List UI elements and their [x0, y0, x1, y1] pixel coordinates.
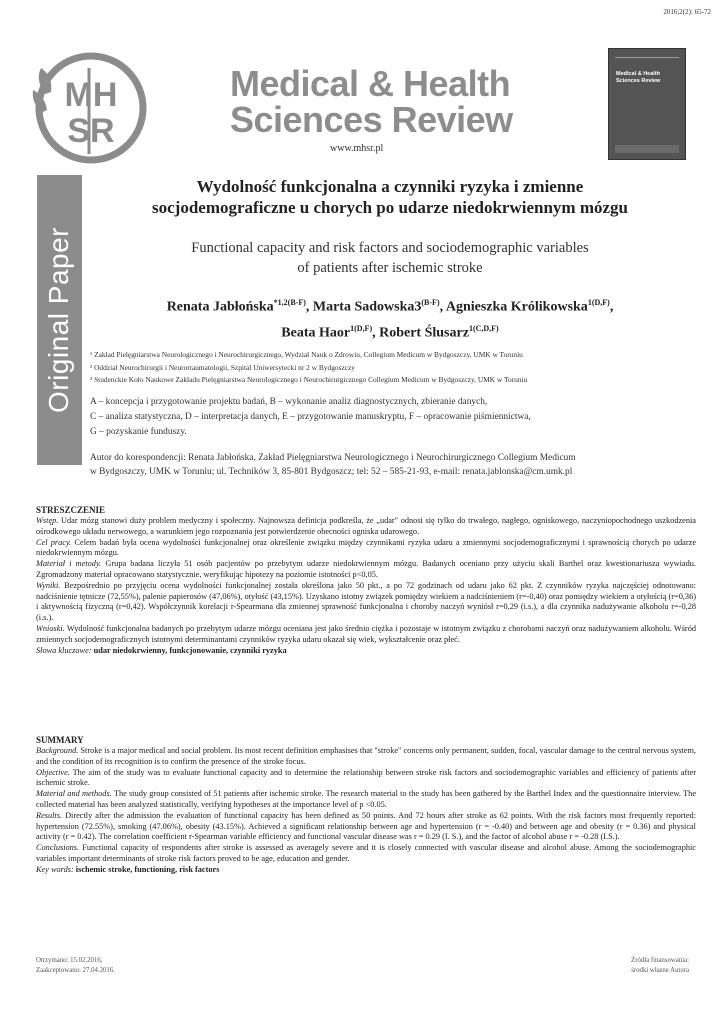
- title-polish: [100, 176, 680, 218]
- cover-footer-band: [615, 145, 679, 153]
- paragraph-text: Udar mózg stanowi duży problem medyczny i społeczny. Najnowsza definicja podkreśla, że „udar" odnosi się tylko do trwałego, nagłego, ogniskowego, naczyniopochodnego uszkodzenia ośrodkowego układu nerwowego, a warunkiem jego rozpoznania jest potwierdzenie obecności ogniska udarowego.: [36, 516, 696, 536]
- title-pl-line2: socjodemograficzne u chorych po udarze niedokrwiennym mózgu: [152, 198, 628, 217]
- cover-title-line2: Sciences Review: [616, 78, 661, 84]
- keywords-text: udar niedokrwienny, funkcjonowanie, czynniki ryzyka: [91, 645, 287, 655]
- paragraph-text: Grupa badana liczyła 51 osób pacjentów po przebytym udarze niedokrwiennym mózgu. Badanych oceniano przy użyciu skali Barthel oraz kwestionariusza wywiadu. Zgromadzony materiał opracowano statystycznie, weryfikując hipotezy na poziomie istotności p<0,05.: [36, 559, 696, 579]
- author-name: Beata Haor: [281, 325, 351, 341]
- abstract-pl-paragraph: [36, 516, 696, 538]
- author-name: Agnieszka Królikowska: [445, 299, 588, 315]
- cover-rule: [615, 57, 679, 58]
- correspondence: [90, 451, 690, 479]
- logo-text-top: MH: [64, 76, 118, 114]
- abstract-pl-heading: STRESZCZENIE: [36, 505, 106, 515]
- author-affiliation-mark: (B-F): [421, 298, 440, 307]
- paragraph-label: Background.: [36, 746, 79, 755]
- roles-line: A – koncepcja i przygotowanie projektu badań, B – wykonanie analiz diagnostycznych, zbieranie danych,: [90, 397, 488, 407]
- keywords-pl: [36, 646, 696, 657]
- journal-name-line1: Medical & Health: [230, 63, 511, 104]
- paragraph-text: Directly after the admission the evaluation of functional capacity has been defined as 50 points. And 72 hours after stroke as 62 points. With the risk factors most frequently reported: hypertension (72.55%), smoking (47.06%), obesity (43.15%). Achieved a significant relationship between age and hypertension (r = -0.40) and between age and obesity (r = 0.36) and physical activity (r = 0.42). The correlation coefficient r-Spearman variable efficiency and functional vascular disease was r = 0.29 (I. S.), and the factor of alcohol abuse r = -0.28 (I.S.).: [36, 810, 696, 842]
- title-en-line1: Functional capacity and risk factors and sociodemographic variables: [191, 240, 589, 256]
- author-affiliation-mark: 1(C,D,F): [468, 323, 499, 333]
- article-type-sidebar: [37, 175, 82, 465]
- abstract-en-paragraph: [36, 768, 696, 790]
- author-separator: ,: [305, 299, 313, 315]
- author-affiliation-mark: *1,2(B-F): [273, 298, 306, 307]
- contribution-roles: [90, 395, 690, 440]
- author-list: [100, 292, 680, 343]
- author-affiliation-mark: 1(D,F): [587, 298, 610, 307]
- authors-line2: [100, 318, 680, 344]
- title-pl-line1: Wydolność funkcjonalna a czynniki ryzyka i zmienne: [196, 177, 584, 196]
- abstract-pl-paragraph: [36, 559, 696, 581]
- author-name: Renata Jabłońska: [166, 299, 274, 315]
- roles-line: C – analiza statystyczna, D – interpretacja danych, E – przygotowanie manuskryptu, F – opracowanie piśmiennictwa,: [90, 412, 531, 422]
- abstract-english: [36, 735, 696, 876]
- author-name: Robert Ślusarz: [379, 325, 469, 341]
- abstract-polish: [36, 505, 696, 656]
- paragraph-text: The study group consisted of 51 patients after ischemic stroke. The research material to the study has been gathered by the Barthel Index and the questionnaire interview. The collected material has been analyzed statistically, verifying hypotheses at the importance level of p <0.05.: [36, 789, 697, 809]
- funding-footer: [631, 956, 689, 976]
- funding-label: Źródła finansowania:: [631, 957, 689, 964]
- article-type-label: Original Paper: [43, 227, 74, 413]
- roles-line: G – pozyskanie funduszy.: [90, 427, 187, 437]
- paragraph-text: Bezpośrednio po przyjęciu ocena wydolności funkcjonalnej została określona jako 50 pkt., a po 72 godzinach od udaru jako 62 pkt. Z czynników ryzyka najczęściej odnotowano: nadciśnienie tętnicze (72,55%), palenie papierosów (47,06%), otyłość (43,15%). Uzyskano istotny związek pomiędzy wiekiem a nadciśnieniem (r=-0,40) oraz pomiędzy wiekiem a otyłością (r=0,36) i aktywnością fizyczną (r=0,42). Współczynnik korelacji r-Spearmana dla zmiennej sprawność funkcjonalna i choroby naczyń wyniósł r=0,29 (i.s.), a dla czynnika nadużywanie alkoholu r=-0,28 (i.s.).: [36, 580, 696, 623]
- paragraph-label: Wyniki.: [36, 580, 61, 590]
- abstract-en-paragraph: [36, 789, 696, 811]
- received-date: Otrzymano: 15.02.2016,: [36, 957, 103, 964]
- paragraph-text: Functional capacity of respondents after stroke is assessed as averagely severe and it is closely connected with vascular disease and alcohol abuse. Among the sociodemographic variables important determinants of stroke risk factors proved to be age, education and gender.: [36, 843, 696, 863]
- dates-footer: [36, 956, 115, 976]
- paragraph-label: Objective.: [36, 767, 70, 777]
- paragraph-label: Wstęp.: [36, 516, 59, 525]
- abstract-pl-paragraph: [36, 581, 696, 624]
- cover-title-line1: Medical & Health: [616, 71, 661, 77]
- affiliation-item: ³ Studenckie Koło Naukowe Zakładu Pielęgniarstwa Neurologicznego i Neurochirurgicznego Collegium Medicum w Bydgoszczy, UMK w Toruniu: [90, 375, 528, 384]
- abstract-en-paragraph: [36, 811, 696, 843]
- paragraph-text: Wydolność funkcjonalna badanych po przebytym udarze mózgu oceniana jest jako średnio ciężka i pozostaje w istotnym związku z chorobami naczyń oraz nadużywaniem alkoholu. Wśród zmiennych socjodemograficznych istotnymi determinantami czynników ryzyka udaru okazał się wiek, wykształcenie oraz płeć.: [36, 623, 696, 644]
- title-english: [100, 238, 680, 278]
- keywords-en: [36, 865, 696, 876]
- journal-cover-thumbnail: [608, 48, 686, 160]
- abstract-en-heading: SUMMARY: [36, 735, 84, 745]
- journal-logo: [31, 50, 147, 166]
- author-affiliation-mark: 1(D,F): [350, 323, 373, 333]
- paragraph-label: Results.: [36, 810, 63, 820]
- paragraph-label: Wnioski.: [36, 623, 65, 633]
- paragraph-text: The aim of the study was to evaluate functional capacity and to determine the relationship between stroke risk factors and sociodemographic variables and efficiency of patients after ischemic stroke.: [36, 767, 696, 788]
- keywords-text: ischemic stroke, functioning, risk factors: [73, 864, 220, 874]
- abstract-en-paragraph: [36, 843, 696, 865]
- citation: 2016;2(2): 65-72: [663, 8, 711, 16]
- funding-value: środki własne Autora: [631, 967, 689, 974]
- keywords-label: Słowa kluczowe:: [36, 645, 92, 655]
- author-separator: ,: [609, 299, 614, 315]
- accepted-date: Zaakceptowano: 27.04.2016.: [36, 967, 115, 974]
- correspondence-line: w Bydgoszczy, UMK w Toruniu; ul. Techników 3, 85-801 Bydgoszcz; tel: 52 – 585-21-93, e-mail: renata.jablonska@cm.umk.pl: [90, 467, 573, 477]
- affiliation-item: ¹ Zakład Pielęgniarstwa Neurologicznego i Neurochirurgicznego, Wydział Nauk o Zdrowiu, Collegium Medicum w Bydgoszczy, UMK w Toruniu: [90, 350, 523, 359]
- author-separator: ,: [372, 325, 380, 341]
- abstract-pl-paragraph: [36, 624, 696, 646]
- keywords-label: Key words:: [36, 864, 74, 874]
- authors-line1: [100, 292, 680, 318]
- paragraph-text: Stroke is a major medical and social problem. Its most recent definition emphasises that "stroke" concerns only permanent, sudden, focal, vascular damage to the central nervous system, and the condition of its recognition is to confirm the presence of the stroke focus.: [36, 746, 696, 766]
- logo-text-bottom: SR: [67, 112, 115, 150]
- title-en-line2: of patients after ischemic stroke: [297, 260, 483, 276]
- journal-name: [230, 63, 513, 140]
- paragraph-text: Celem badań była ocena wydolności funkcjonalnej oraz określenie związku między czynnikami ryzyka udaru a zmiennymi socjodemograficznymi i sprawnością chorych po udarze niedokrwiennym mózgu.: [36, 537, 696, 558]
- abstract-pl-paragraph: [36, 538, 696, 560]
- paragraph-label: Cel pracy.: [36, 537, 72, 547]
- journal-url[interactable]: www.mhsr.pl: [330, 143, 384, 154]
- author-name: Marta Sadowska3: [312, 299, 422, 315]
- paragraph-label: Materiał i metody.: [36, 559, 102, 569]
- correspondence-line: Autor do korespondencji: Renata Jabłońska, Zakład Pielęgniarstwa Neurologicznego i Neurochirurgicznego Collegium Medicum: [90, 453, 576, 463]
- cover-title: [616, 71, 660, 85]
- paragraph-label: Material and methods.: [36, 789, 112, 799]
- author-separator: ,: [439, 299, 446, 315]
- affiliation-item: ² Oddział Neurochirurgii i Neurotraumatologii, Szpital Uniwersytecki nr 2 w Bydgoszczy: [90, 362, 355, 372]
- affiliations: [90, 349, 690, 387]
- journal-name-line2: Sciences Review: [230, 99, 513, 140]
- abstract-en-paragraph: [36, 746, 696, 768]
- paragraph-label: Conclusions.: [36, 843, 80, 853]
